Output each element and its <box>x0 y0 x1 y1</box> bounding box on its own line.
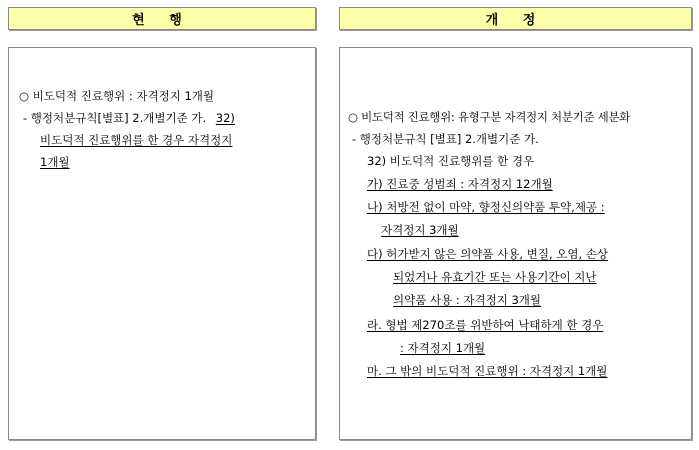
current-rule-detail: 비도덕적 진료행위를 한 경우 자격정지 <box>40 133 233 147</box>
revised-header-label: 개 정 <box>485 13 546 28</box>
revised-header <box>339 7 692 30</box>
revised-item-ma: 마. 그 밖의 비도덕적 진료행위 : 자격정지 1개월 <box>367 364 608 378</box>
revised-item-da: 다) 허가받지 않은 의약품 사용, 변질, 오염, 손상 <box>367 247 609 261</box>
current-header-label: 현 행 <box>132 13 192 28</box>
current-header <box>8 7 316 30</box>
revised-item-ra-penalty: : 자격정지 1개월 <box>400 341 486 355</box>
revised-item-da-penalty: 의약품 사용 : 자격정지 3개월 <box>393 293 542 307</box>
revised-item-na-penalty: 자격정지 3개월 <box>381 223 459 237</box>
current-rule-line <box>23 111 235 125</box>
revised-summary: ○ 비도덕적 진료행위: 유형구분 자격정지 처분기준 세분화 <box>348 110 631 124</box>
revised-panel <box>339 47 692 440</box>
revised-rule-heading: 32) 비도덕적 진료행위를 한 경우 <box>367 154 535 168</box>
current-rule-penalty: 1개월 <box>40 155 70 169</box>
current-panel <box>8 47 316 440</box>
revised-item-da-cont: 되었거나 유효기간 또는 사용기간이 지난 <box>393 270 597 284</box>
revised-rule-line: - 행정처분규칙 [별표] 2.개별기준 가. <box>352 132 539 146</box>
current-summary: ○ 비도덕적 진료행위 : 자격정지 1개월 <box>19 89 215 103</box>
revised-item-ga: 가) 진료중 성범죄 : 자격정지 12개월 <box>367 177 553 191</box>
revised-item-ra: 라. 형법 제270조를 위반하여 낙태하게 한 경우 <box>367 318 604 332</box>
current-rule-prefix: - 행정처분규칙[별표] 2.개별기준 가. <box>23 111 207 125</box>
revised-item-na: 나) 처방전 없이 마약, 향정신의약품 투약,제공 : <box>367 200 605 214</box>
current-rule-ref: 32) <box>215 111 235 125</box>
